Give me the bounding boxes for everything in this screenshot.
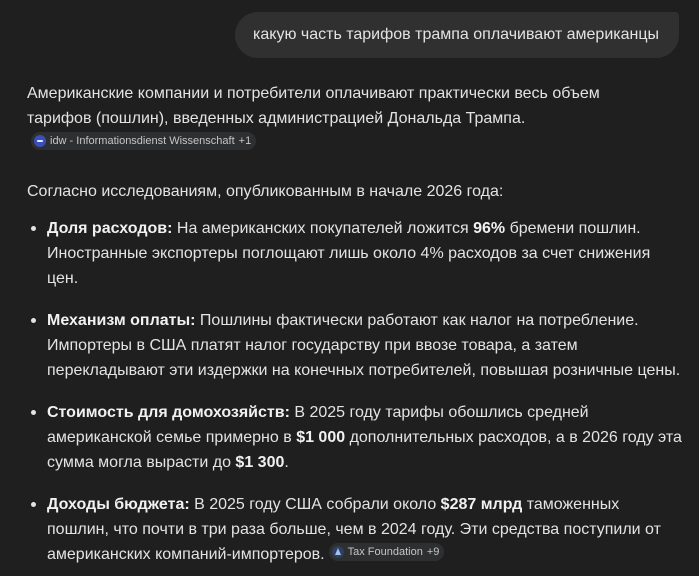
answer-lead: Согласно исследованиям, опубликованным в начале 2026 года: (27, 183, 504, 200)
item-text: В 2025 году США собрали около (189, 496, 441, 513)
item-title: Доходы бюджета: (47, 496, 190, 513)
item-text: На американских покупателей ложится (172, 220, 474, 237)
source-chip-label: Tax Foundation (347, 546, 423, 558)
source-chip-count: +9 (426, 546, 440, 558)
item-text: В 2025 году тарифы обошлись средней американской семье примерно в (47, 404, 589, 446)
item-title: Доля расходов: (47, 220, 173, 237)
item-text: дополнительных расходов, а в 2026 году эта сумма могла вырасти до (47, 429, 682, 471)
item-text: Пошлины фактически работают как налог на потребление. Импортеры в США платят налог государству при ввозе товара, а затем перекладывают эти издержки на конечных потребителей, повышая розничные цены. (47, 312, 681, 379)
tax-foundation-logo-icon (332, 546, 344, 558)
user-query-bubble (235, 12, 679, 58)
item-title: Механизм оплаты: (47, 312, 196, 329)
item-text: бремени пошлин. Иностранные экспортеры поглощают лишь около 4% расходов за счет снижения цен. (47, 220, 651, 287)
answer-body (27, 81, 682, 567)
list-item-household-cost (27, 400, 682, 475)
source-chip-count: +1 (238, 135, 252, 147)
user-query-text: какую часть тарифов трампа оплачивают американцы (253, 26, 659, 43)
item-highlight: $1 000 (296, 429, 346, 446)
idw-logo-icon (34, 135, 46, 147)
item-highlight: $1 300 (235, 454, 285, 471)
source-chip-label: idw - Informationsdienst Wissenschaft (50, 135, 235, 147)
item-highlight: $287 млрд (440, 496, 523, 513)
list-item-budget-revenue (27, 492, 682, 567)
item-text: таможенных пошлин, что почти в три раза больше, чем в 2024 году. Эти средства поступили от американских компаний-импортеров. (47, 496, 661, 563)
item-highlight: 96% (473, 220, 506, 237)
answer-intro (27, 81, 627, 156)
intro-text: Американские компании и потребители оплачивают практически весь объем тарифов (пошлин), введенных администрацией Дональда Трампа. (27, 85, 600, 127)
item-title: Стоимость для домохозяйств: (47, 404, 290, 421)
source-chip-idw[interactable] (31, 132, 256, 150)
item-text: . (284, 454, 289, 471)
source-chip-tax-foundation[interactable] (329, 543, 445, 561)
list-item-payment-mechanism (27, 308, 682, 383)
list-item-cost-share (27, 216, 682, 291)
facts-list (27, 216, 682, 567)
